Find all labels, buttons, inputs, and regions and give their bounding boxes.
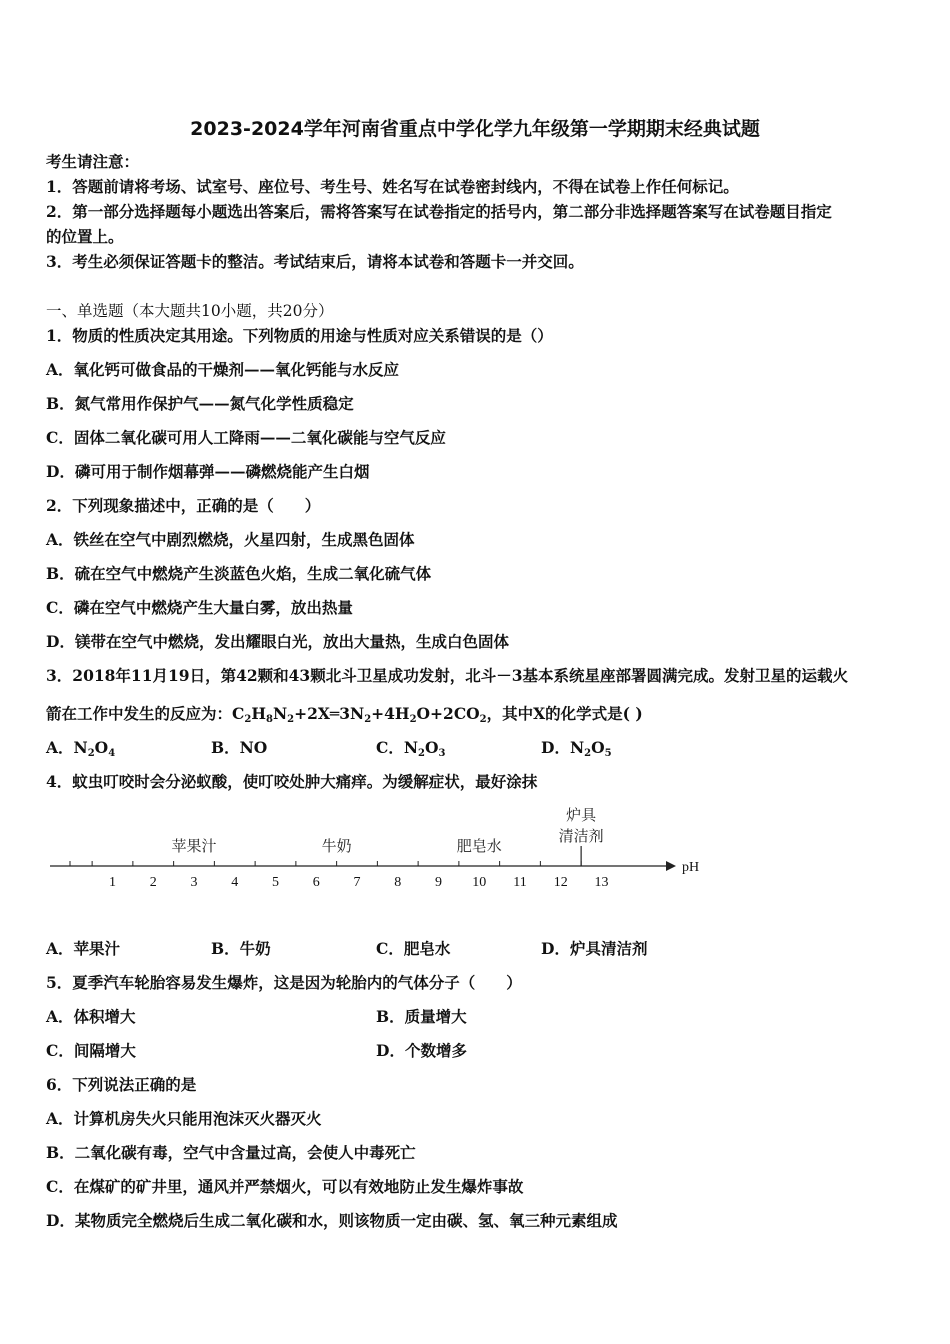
notice-item-2: 2．第一部分选择题每小题选出答案后，需将答案写在试卷指定的括号内，第二部分非选择题答案写在试卷题目指定 [46,202,832,221]
ph-tick-label: 8 [394,875,402,890]
q1-option-b: B．氮气常用作保护气——氮气化学性质稳定 [46,394,354,413]
q3-option-b: B．NO [211,738,268,757]
ph-tick-label: 9 [435,875,442,890]
q2-option-b: B．硫在空气中燃烧产生淡蓝色火焰，生成二氧化硫气体 [46,564,432,583]
ph-tick-label: 5 [272,875,279,890]
ph-scale-diagram [50,800,710,895]
ph-axis-arrow [666,861,676,871]
q5-option-c: C．间隔增大 [46,1041,136,1060]
q1-option-d: D．磷可用于制作烟幕弹——磷燃烧能产生白烟 [46,462,370,481]
notice-heading: 考生请注意： [46,152,140,171]
notice-item-2-cont: 的位置上。 [46,227,124,246]
q5-option-a: A．体积增大 [46,1007,136,1026]
q5-option-b: B．质量增大 [376,1007,467,1026]
q3-option-a: A．$N_2O_4$ [46,738,116,759]
q6-option-a: A．计算机房失火只能用泡沫灭火器灭火 [46,1109,322,1128]
q6-option-c: C．在煤矿的矿井里，通风并严禁烟火，可以有效地防止发生爆炸事故 [46,1177,524,1196]
ph-tick-label: 4 [231,875,239,890]
q5-option-d: D．个数增多 [376,1041,467,1060]
q3-reaction: $C_2H_8N_2+2X═3N_2+4H_2O+2CO_2$ [232,704,487,725]
q4-option-c: C．肥皂水 [376,939,451,958]
ph-tick-label: 13 [594,875,609,890]
q6-stem: 6．下列说法正确的是 [46,1075,197,1094]
q6-option-b: B．二氧化碳有毒，空气中含量过高，会使人中毒死亡 [46,1143,416,1162]
ph-substance-label: 牛奶 [321,837,352,855]
q3-stem-line2 [46,704,643,724]
q1-stem: 1．物质的性质决定其用途。下列物质的用途与性质对应关系错误的是（） [46,326,553,345]
q3-suffix: ，其中X的化学式是( ) [486,704,643,723]
ph-tick-label: 1 [109,875,116,890]
ph-substance-label: 肥皂水 [456,837,502,855]
ph-tick-label: 11 [513,875,527,890]
ph-tick-label: 6 [312,875,320,890]
ph-tick-label: 10 [472,875,487,890]
q4-option-a: A．苹果汁 [46,939,121,958]
ph-substance-label: 清洁剂 [558,827,604,845]
q1-option-a: A．氧化钙可做食品的干燥剂——氧化钙能与水反应 [46,360,400,379]
q1-option-c: C．固体二氧化碳可用人工降雨——二氧化碳能与空气反应 [46,428,446,447]
notice-item-1: 1．答题前请将考场、试室号、座位号、考生号、姓名写在试卷密封线内，不得在试卷上作任何标记。 [46,177,739,196]
ph-tick-label: 3 [190,875,198,890]
q2-option-a: A．铁丝在空气中剧烈燃烧，火星四射，生成黑色固体 [46,530,415,549]
ph-substance-label: 苹果汁 [171,837,217,855]
q4-stem: 4．蚊虫叮咬时会分泌蚁酸，使叮咬处肿大痛痒。为缓解症状，最好涂抹 [46,772,538,791]
q5-stem: 5．夏季汽车轮胎容易发生爆炸，这是因为轮胎内的气体分子（ ） [46,973,522,992]
q3-stem-line1: 3．2018年11月19日，第42颗和43颗北斗卫星成功发射，北斗－3基本系统星座部署圆满完成。发射卫星的运载火 [46,666,848,685]
ph-axis-label: pH [682,860,700,875]
q4-option-b: B．牛奶 [211,939,271,958]
ph-tick-label: 2 [149,875,157,890]
q6-option-d: D．某物质完全燃烧后生成二氧化碳和水，则该物质一定由碳、氢、氧三种元素组成 [46,1211,618,1230]
q2-option-c: C．磷在空气中燃烧产生大量白雾，放出热量 [46,598,353,617]
ph-tick-label: 7 [353,875,361,890]
q2-stem: 2．下列现象描述中，正确的是（ ） [46,496,321,515]
q3-option-c: C．$N_2O_3$ [376,738,446,759]
notice-item-3: 3．考生必须保证答题卡的整洁。考试结束后，请将本试卷和答题卡一并交回。 [46,252,584,271]
q3-option-d: D．$N_2O_5$ [541,738,612,759]
exam-title: 2023-2024学年河南省重点中学化学九年级第一学期期末经典试题 [190,118,760,140]
q3-prefix: 箭在工作中发生的反应为： [46,704,233,723]
q4-option-d: D．炉具清洁剂 [541,939,648,958]
ph-substance-label: 炉具 [566,806,597,824]
ph-tick-label: 12 [553,875,568,890]
q2-option-d: D．镁带在空气中燃烧，发出耀眼白光，放出大量热，生成白色固体 [46,632,509,651]
section-heading: 一、单选题（本大题共10小题，共20分） [46,302,334,320]
